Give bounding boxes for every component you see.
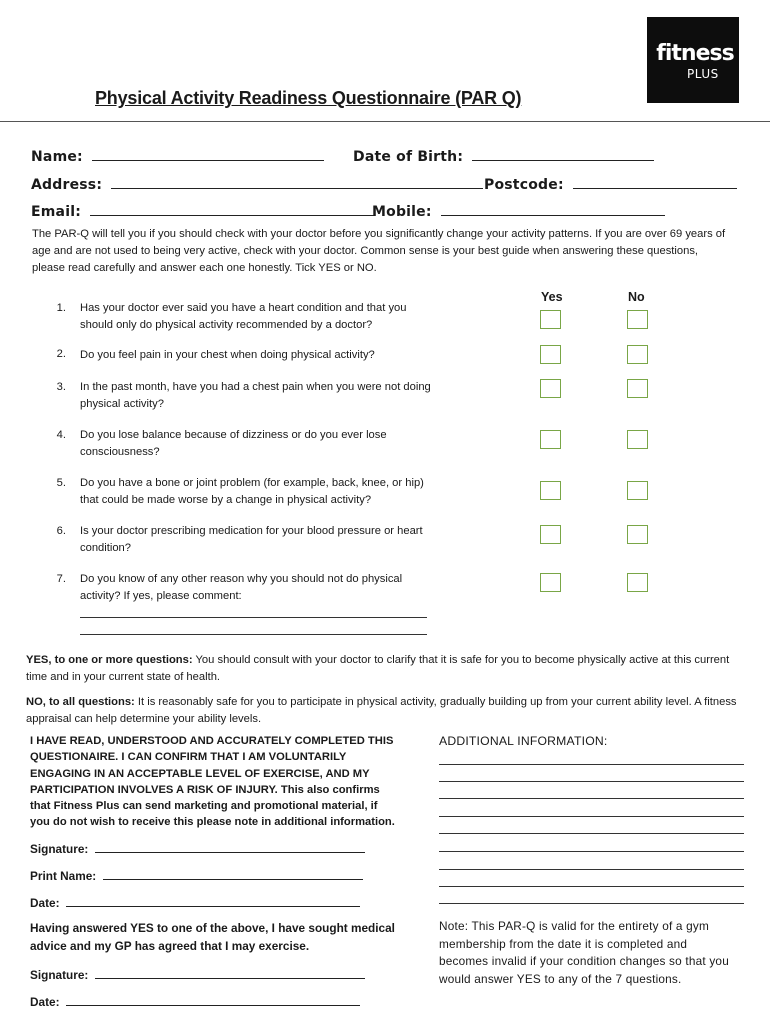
intro-text: The PAR-Q will tell you if you should check with your doctor before you significantly change your activity patterns. If you are over 69 years of age and are not used to being very active, check with your doctor. Common sense is your best guide when answering these questions, please read carefully and answer each one honestly. Tick YES or NO. [32, 228, 726, 274]
gp-date-field[interactable] [66, 993, 360, 1006]
no-guidance [26, 694, 746, 727]
additional-info-line[interactable] [439, 903, 744, 904]
name-field[interactable] [92, 146, 324, 161]
email-field[interactable] [90, 201, 374, 216]
print-name-field[interactable] [103, 867, 363, 880]
additional-info-line[interactable] [439, 869, 744, 870]
address-field[interactable] [111, 174, 483, 189]
q1-no-checkbox[interactable] [627, 310, 648, 329]
mobile-field[interactable] [441, 201, 665, 216]
dob-field[interactable] [472, 146, 654, 161]
mobile-row [372, 201, 665, 220]
address-label: Address: [31, 177, 103, 193]
no-guidance-text: It is reasonably safe for you to participate in physical activity, gradually building up from your current ability level. A fitness appraisal can help determine your ability levels. [26, 696, 737, 725]
additional-info-line[interactable] [439, 833, 744, 834]
q5-no-checkbox[interactable] [627, 481, 648, 500]
q4-no-checkbox[interactable] [627, 430, 648, 449]
q5-yes-checkbox[interactable] [540, 481, 561, 500]
question-number: 7. [56, 573, 66, 585]
question-text: Is your doctor prescribing medication for your blood pressure or heart condition? [80, 525, 423, 554]
question-text: Has your doctor ever said you have a heart condition and that you should only do physical activity recommended by a doctor? [80, 302, 407, 331]
no-guidance-lead: NO, to all questions: [26, 696, 135, 708]
print-name-label: Print Name: [30, 869, 97, 883]
question-text: Do you feel pain in your chest when doing physical activity? [80, 349, 375, 361]
q7-yes-checkbox[interactable] [540, 573, 561, 592]
page-title: Physical Activity Readiness Questionnaire (PAR Q) [95, 88, 522, 108]
yes-guidance-text: You should consult with your doctor to clarify that it is safe for you to become physically active at this current time and in your current state of health. [26, 654, 730, 683]
additional-info-line[interactable] [439, 798, 744, 799]
yes-guidance [26, 652, 746, 685]
print-name-row [30, 867, 363, 883]
additional-info-line[interactable] [439, 851, 744, 852]
q3-no-checkbox[interactable] [627, 379, 648, 398]
q2-no-checkbox[interactable] [627, 345, 648, 364]
fitness-plus-logo [647, 17, 739, 103]
signature-field[interactable] [95, 840, 365, 853]
q6-no-checkbox[interactable] [627, 525, 648, 544]
question-number: 6. [56, 525, 66, 537]
gp-signature-row [30, 966, 365, 982]
yes-header: Yes [541, 290, 563, 304]
declaration-text: I HAVE READ, UNDERSTOOD AND ACCURATELY COMPLETED THIS QUESTIONAIRE. I CAN CONFIRM THAT I AM VOLUNTARILY ENGAGING IN AN ACCEPTABLE LEVEL OF EXERCISE, AND MY PARTICIPATION INVOLVES A RISK OF INJURY. This also confirms that Fitness Plus can send marketing and promotional material, if you do not wish to receive this please note in additional information. [30, 735, 395, 829]
gp-date-label: Date: [30, 995, 60, 1009]
name-label: Name: [31, 149, 83, 165]
no-header: No [628, 290, 645, 304]
gp-signature-field[interactable] [95, 966, 365, 979]
signature-label: Signature: [30, 842, 89, 856]
additional-info-line[interactable] [439, 781, 744, 782]
question-text: Do you have a bone or joint problem (for example, back, knee, or hip) that could be made worse by a change in physical activity? [80, 477, 424, 506]
email-row [31, 201, 374, 220]
date-row [30, 894, 360, 910]
gp-signature-label: Signature: [30, 968, 89, 982]
q4-yes-checkbox[interactable] [540, 430, 561, 449]
question-text: In the past month, have you had a chest pain when you were not doing physical activity? [80, 381, 431, 410]
additional-info-heading: ADDITIONAL INFORMATION: [439, 734, 608, 748]
gp-date-row [30, 993, 360, 1009]
name-row [31, 146, 324, 165]
postcode-row [484, 174, 737, 193]
validity-note: Note: This PAR-Q is valid for the entirety of a gym membership from the date it is completed and becomes invalid if your condition changes so that you would answer YES to any of the 7 questions. [439, 919, 729, 986]
gp-statement: Having answered YES to one of the above, I have sought medical advice and my GP has agreed that I may exercise. [30, 921, 395, 953]
date-label: Date: [30, 896, 60, 910]
logo-word: fitness [656, 41, 734, 66]
comment-line-1[interactable] [80, 617, 427, 618]
q3-yes-checkbox[interactable] [540, 379, 561, 398]
dob-row [353, 146, 654, 165]
question-number: 2. [56, 348, 66, 360]
header-divider [0, 121, 770, 122]
q1-yes-checkbox[interactable] [540, 310, 561, 329]
postcode-field[interactable] [573, 174, 737, 189]
question-text: Do you know of any other reason why you should not do physical activity? If yes, please comment: [80, 573, 403, 602]
question-number: 3. [56, 381, 66, 393]
mobile-label: Mobile: [372, 204, 432, 220]
date-field[interactable] [66, 894, 360, 907]
question-number: 1. [56, 302, 66, 314]
q7-no-checkbox[interactable] [627, 573, 648, 592]
additional-info-line[interactable] [439, 764, 744, 765]
address-row [31, 174, 483, 193]
q2-yes-checkbox[interactable] [540, 345, 561, 364]
additional-info-line[interactable] [439, 816, 744, 817]
dob-label: Date of Birth: [353, 149, 464, 165]
signature-row [30, 840, 365, 856]
email-label: Email: [31, 204, 81, 220]
logo-sub: PLUS [687, 67, 719, 81]
question-number: 5. [56, 477, 66, 489]
comment-line-2[interactable] [80, 634, 427, 635]
question-number: 4. [56, 429, 66, 441]
postcode-label: Postcode: [484, 177, 564, 193]
additional-info-line[interactable] [439, 886, 744, 887]
yes-guidance-lead: YES, to one or more questions: [26, 654, 193, 666]
q6-yes-checkbox[interactable] [540, 525, 561, 544]
question-text: Do you lose balance because of dizziness or do you ever lose consciousness? [80, 429, 387, 458]
